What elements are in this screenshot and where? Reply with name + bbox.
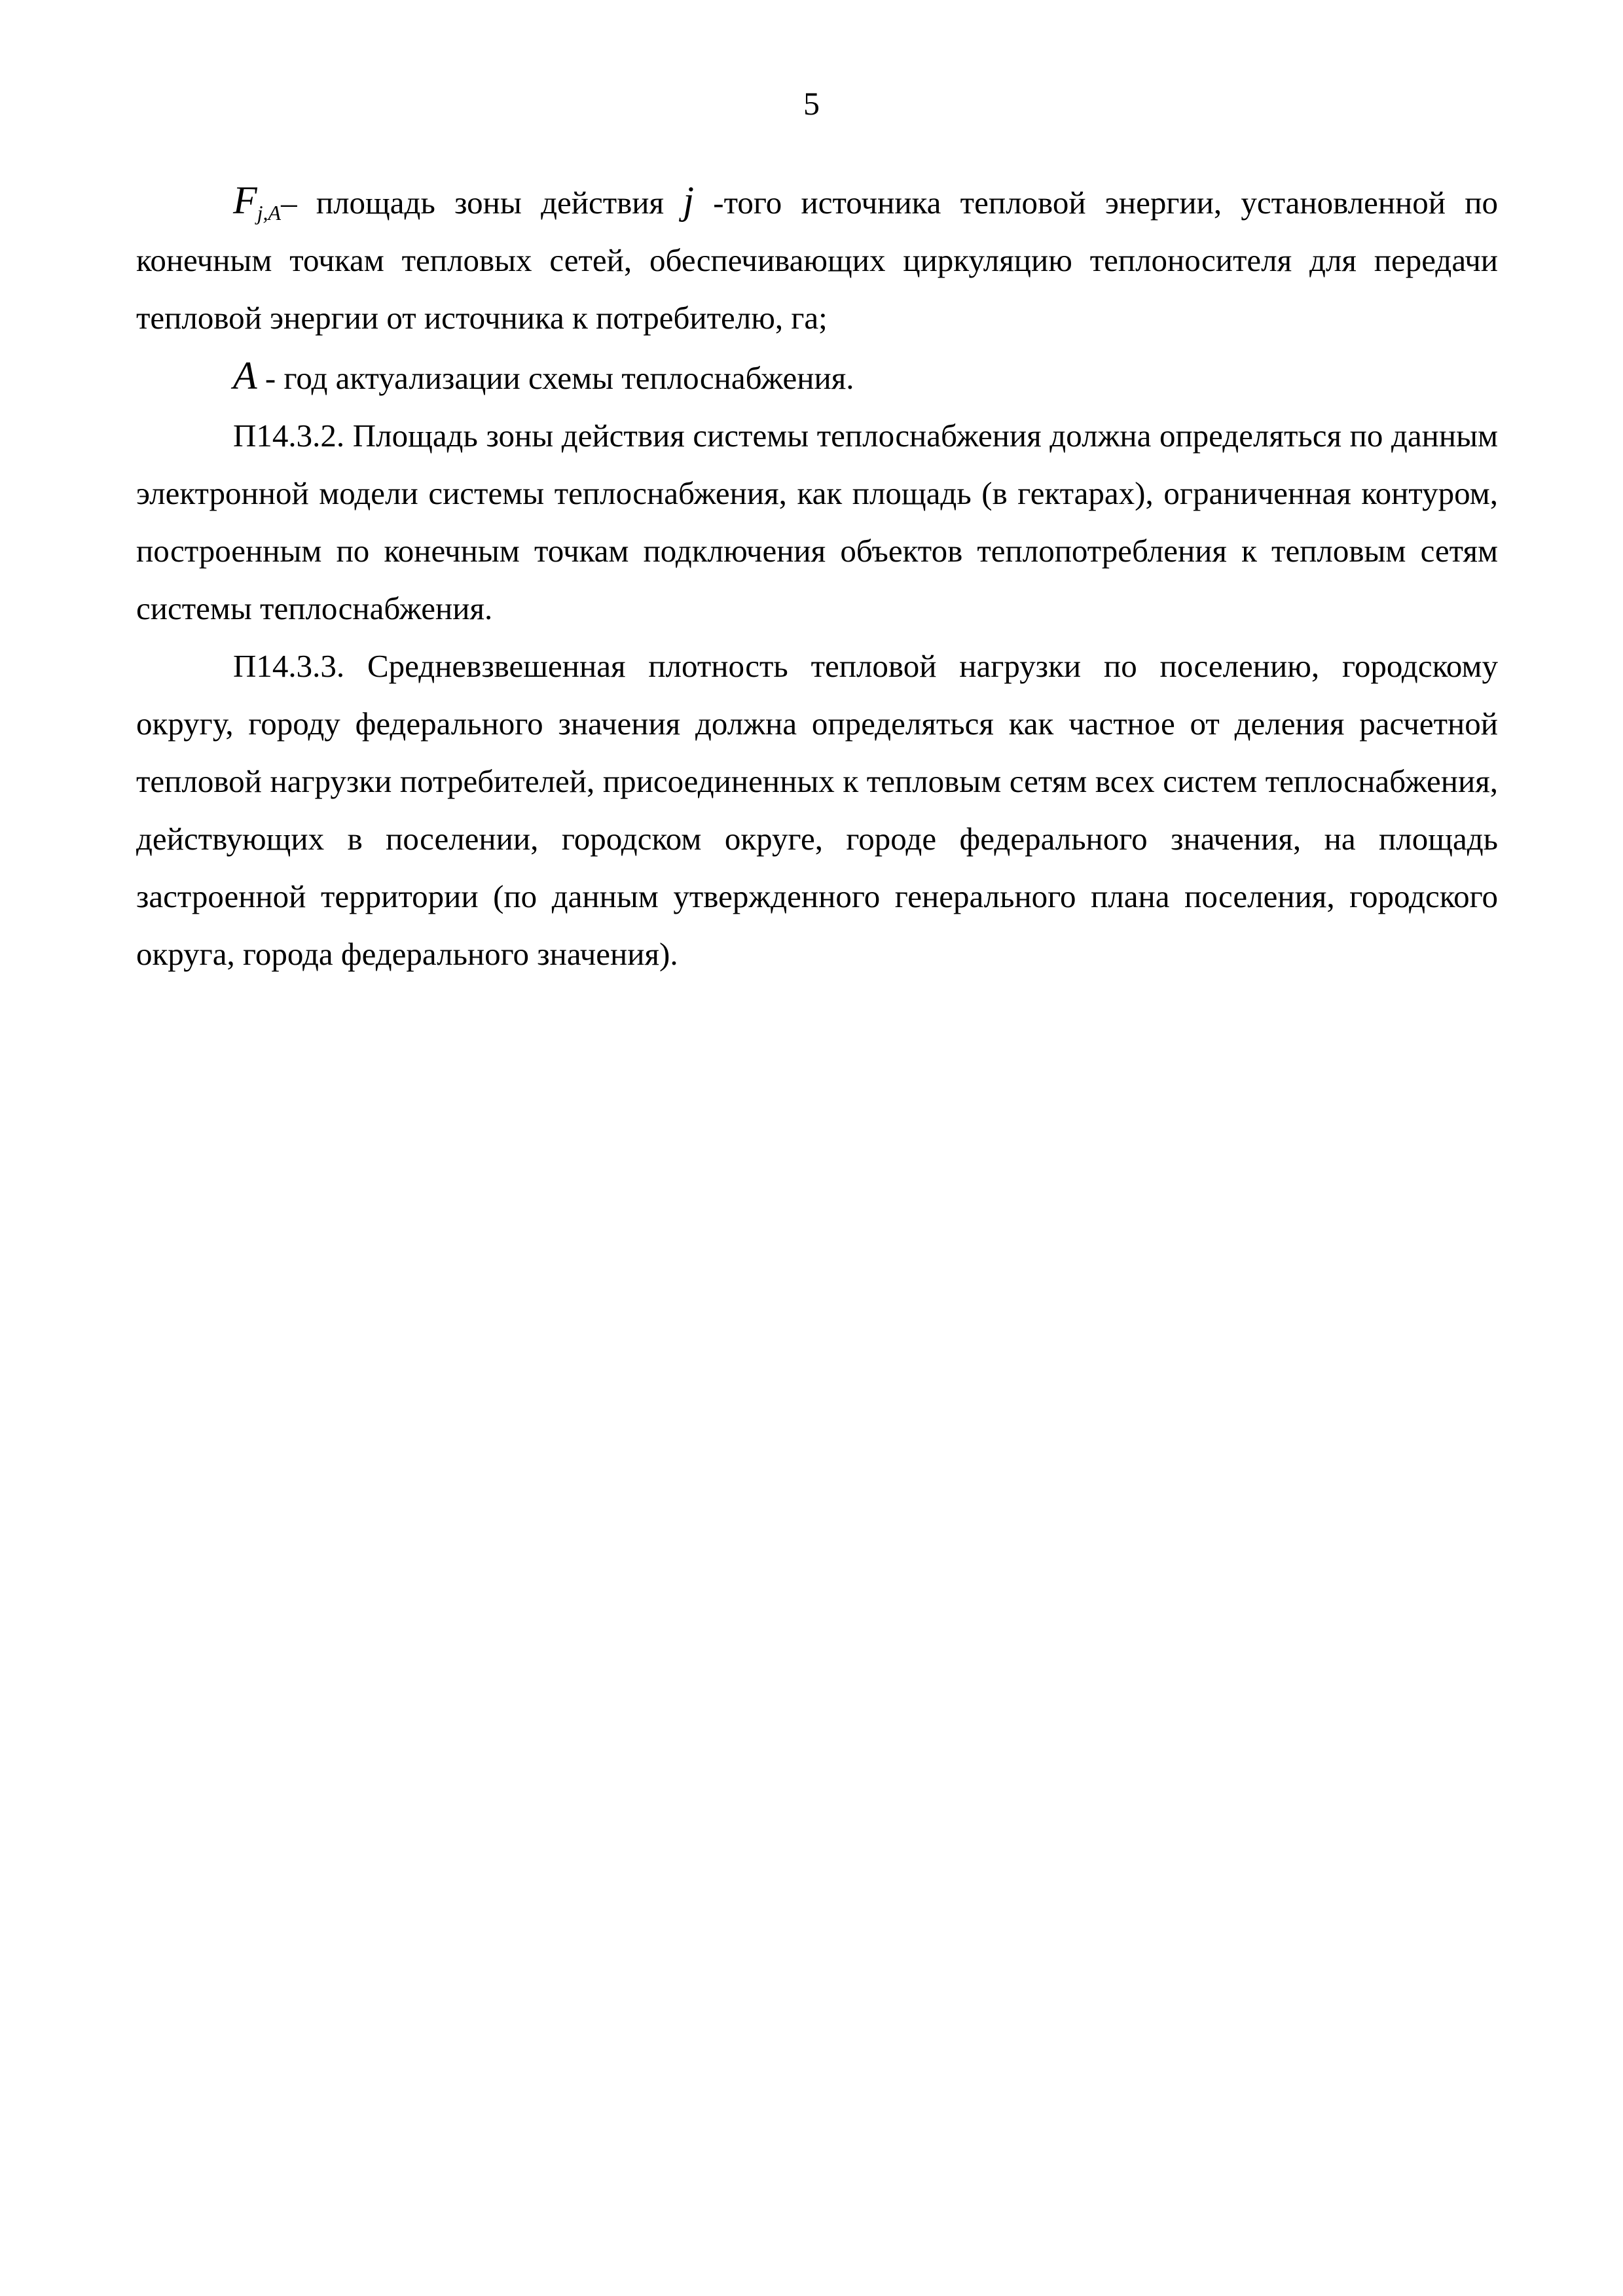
page-number: 5 [803, 85, 820, 122]
definition-a [136, 347, 1498, 407]
document-body [136, 171, 1498, 983]
formula-j-symbol: j [683, 179, 694, 222]
formula-a-symbol: A [233, 354, 257, 397]
f-symbol: F [233, 179, 257, 222]
definition-f-text-1: площадь зоны действия [316, 185, 665, 221]
definition-a-text: - год актуализации схемы теплоснабжения. [264, 360, 854, 396]
formula-f-symbol [233, 179, 281, 222]
f-subscript: j,A [257, 201, 282, 224]
definition-f-ja [136, 171, 1498, 347]
paragraph-14-3-2: П14.3.2. Площадь зоны действия системы теплоснабжения должна определяться по данным электронной модели системы теплоснабжения, как площадь (в гектарах), ограниченная контуром, построенным по конечным точкам подключения объектов теплопотребления к тепловым сетям системы теплоснабжения. [136, 418, 1498, 626]
paragraph-14-3-3: П14.3.3. Средневзвешенная плотность тепловой нагрузки по поселению, городскому округу, городу федерального значения должна определяться как частное от деления расчетной тепловой нагрузки потребителей, присоединенных к тепловым сетям всех систем теплоснабжения, действующих в поселении, городском округе, городе федерального значения, на площадь застроенной территории (по данным утвержденного генерального плана поселения, городского округа, города федерального значения). [136, 648, 1498, 972]
f-dash: – [281, 185, 297, 221]
definition-f-text-2: -того источника тепловой энергии, установленной по конечным точкам тепловых сетей, обеспечивающих циркуляцию теплоносителя для передачи тепловой энергии от источника к потребителю, га; [136, 185, 1498, 336]
